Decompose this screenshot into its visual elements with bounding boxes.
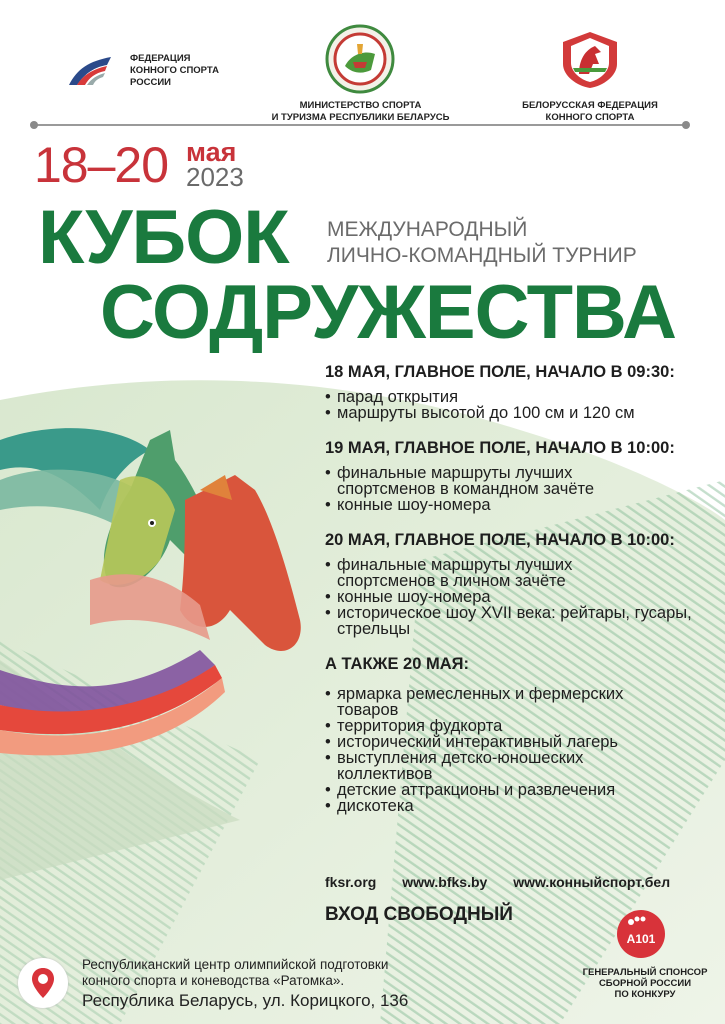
website-link[interactable]: fksr.org [325,874,377,890]
schedule-heading: А ТАКЖЕ 20 МАЯ: [325,655,469,673]
title-sodruzhestva: СОДРУЖЕСТВА [100,270,676,355]
schedule-item: • ярмарка ремесленных и фермерских товаров [325,686,685,718]
event-year: 2023 [186,162,244,192]
location-pin-icon [18,958,68,1008]
schedule-item: • маршруты высотой до 100 см и 120 см [325,405,710,421]
event-subtitle: МЕЖДУНАРОДНЫЙ ЛИЧНО-КОМАНДНЫЙ ТУРНИР [327,218,637,267]
websites [325,873,692,891]
schedule-day-20 [325,530,710,637]
schedule [325,362,710,831]
event-month: мая [186,137,237,167]
sponsor-badge [617,910,665,958]
divider-dot-left [30,121,38,129]
fksr-logo-text: ФЕДЕРАЦИЯ КОННОГО СПОРТА РОССИИ [130,53,219,88]
schedule-heading: 18 МАЯ, ГЛАВНОЕ ПОЛЕ, НАЧАЛО В 09:30: [325,363,675,381]
schedule-heading: 20 МАЯ, ГЛАВНОЕ ПОЛЕ, НАЧАЛО В 10:00: [325,531,675,549]
free-entry: ВХОД СВОБОДНЫЙ [325,904,513,925]
address-street: Республика Беларусь, ул. Корицкого, 136 [82,991,409,1010]
schedule-item: • выступления детско-юношеских коллективов [325,750,645,782]
website-link[interactable]: www.bfks.by [402,874,488,890]
fksr-logo [67,55,115,87]
schedule-item: • дискотека [325,798,710,814]
schedule-item: • парад открытия [325,389,710,405]
bfks-text: БЕЛОРУССКАЯ ФЕДЕРАЦИЯ КОННОГО СПОРТА [522,100,658,123]
title-kubok: КУБОК [38,195,289,280]
sponsor-badge-text: А101 [626,932,656,946]
bfks-logo [555,30,625,90]
schedule-heading: 19 МАЯ, ГЛАВНОЕ ПОЛЕ, НАЧАЛО В 10:00: [325,439,675,457]
horses-illustration [0,420,310,760]
schedule-item: • историческое шоу XVII века: рейтары, гусары, стрельцы [325,605,695,637]
event-dates: 18–20 [34,137,169,193]
schedule-item: • исторический интерактивный лагерь [325,734,710,750]
schedule-item: • финальные маршруты лучших спортсменов в личном зачёте [325,557,625,589]
schedule-day-19 [325,438,710,513]
address-venue: Республиканский центр олимпийской подготовки конного спорта и коневодства «Ратомка». [82,957,389,988]
ministry-emblem [325,24,395,94]
schedule-also-20 [325,654,710,814]
header-divider [34,124,686,126]
schedule-item: • финальные маршруты лучших спортсменов в командном зачёте [325,465,625,497]
divider-dot-right [682,121,690,129]
schedule-day-18 [325,362,710,421]
ministry-text: МИНИСТЕРСТВО СПОРТА И ТУРИЗМА РЕСПУБЛИКИ БЕЛАРУСЬ [271,100,450,123]
schedule-item: • конные шоу-номера [325,497,710,513]
website-link[interactable]: www.конныйспорт.бел [513,874,671,890]
schedule-item: • конные шоу-номера [325,589,710,605]
sponsor-text: ГЕНЕРАЛЬНЫЙ СПОНСОР СБОРНОЙ РОССИИ ПО КОНКУРУ [582,967,708,1000]
schedule-item: • территория фудкорта [325,718,710,734]
schedule-item: • детские аттракционы и развлечения [325,782,710,798]
